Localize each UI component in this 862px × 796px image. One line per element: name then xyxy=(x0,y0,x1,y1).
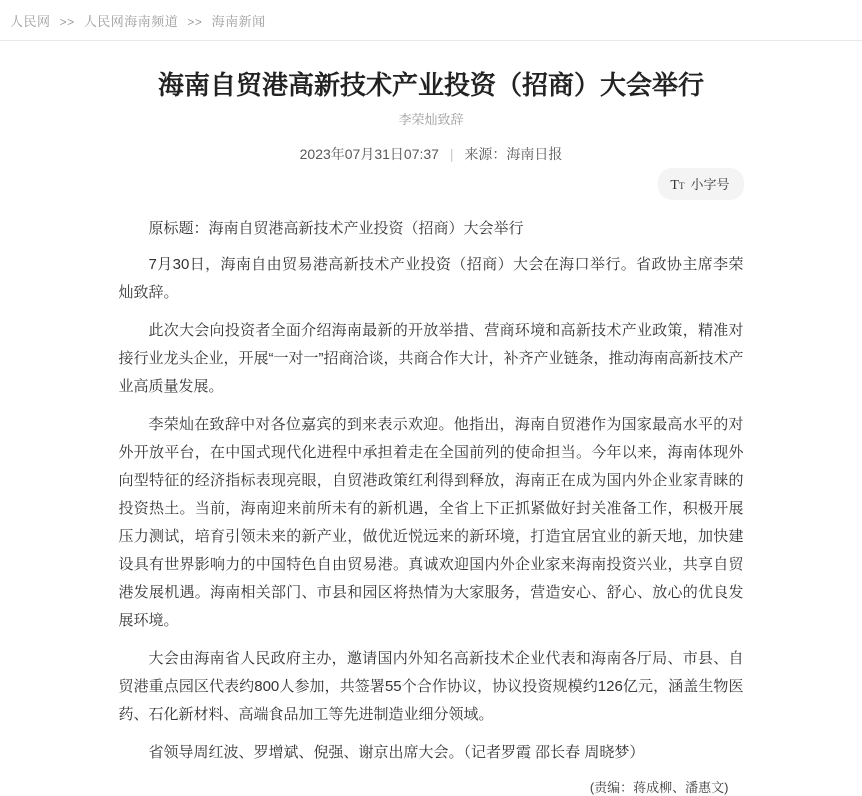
header-divider xyxy=(0,40,862,41)
breadcrumb-separator: >> xyxy=(59,15,75,29)
breadcrumb-link-hainan-channel[interactable]: 人民网海南频道 xyxy=(83,14,179,29)
article-body xyxy=(119,215,744,767)
source-link[interactable]: 海南日报 xyxy=(506,146,563,162)
font-size-button-label: 小字号 xyxy=(690,177,730,192)
font-size-button[interactable] xyxy=(658,168,743,200)
original-title-label: 原标题： xyxy=(148,220,209,237)
paragraph: 大会由海南省人民政府主办，邀请国内外知名高新技术企业代表和海南各厅局、市县、自贸港重点园区代表约800人参加，共签署55个合作协议，协议投资规模约126亿元，涵盖生物医药、石化新材料、高端食品加工等先进制造业细分领域。 xyxy=(118,650,744,723)
article-subtitle: 李荣灿致辞 xyxy=(398,112,464,127)
breadcrumb-link-peoples-daily[interactable]: 人民网 xyxy=(10,14,51,29)
breadcrumb xyxy=(0,0,862,40)
original-title-text: 海南自贸港高新技术产业投资（招商）大会举行 xyxy=(208,220,524,237)
paragraph: 李荣灿在致辞中对各位嘉宾的到来表示欢迎。他指出，海南自贸港作为国家最高水平的对外开放平台，在中国式现代化进程中承担着走在全国前列的使命担当。今年以来，海南体现外向型特征的经济指标表现亮眼，自贸港政策红利得到释放，海南正在成为国内外企业家青睐的投资热土。当前，海南迎来前所未有的新机遇，全省上下正抓紧做好封关准备工作，积极开展压力测试，培育引领未来的新产业，做优近悦远来的新环境，打造宜居宜业的新天地，加快建设具有世界影响力的中国特色自由贸易港。真诚欢迎国内外企业家来海南投资兴业，共享自贸港发展机遇。海南相关部门、市县和园区将热情为大家服务，营造安心、舒心、放心的优良发展环境。 xyxy=(118,416,744,629)
article xyxy=(119,67,744,796)
source-label: 来源： xyxy=(464,146,507,162)
editors-line: (责编：蒋成柳、潘惠文) xyxy=(589,780,729,795)
publish-date: 2023年07月31日07:37 xyxy=(299,146,439,162)
paragraph: 7月30日，海南自由贸易港高新技术产业投资（招商）大会在海口举行。省政协主席李荣灿致辞。 xyxy=(118,256,744,301)
paragraph: 此次大会向投资者全面介绍海南最新的开放举措、营商环境和高新技术产业政策，精准对接行业龙头企业，开展“一对一”招商洽谈，共商合作大计，补齐产业链条，推动海南高新技术产业高质量发展。 xyxy=(118,322,744,395)
meta-separator: | xyxy=(449,146,454,162)
original-title-line xyxy=(119,215,744,243)
article-toolbar xyxy=(119,168,744,200)
breadcrumb-link-hainan-news[interactable]: 海南新闻 xyxy=(211,14,266,29)
article-title: 海南自贸港高新技术产业投资（招商）大会举行 xyxy=(157,70,704,100)
breadcrumb-separator: >> xyxy=(187,15,203,29)
font-size-icon: TT xyxy=(670,178,685,193)
paragraph: 省领导周红波、罗增斌、倪强、谢京出席大会。（记者罗霞 邵长春 周晓梦） xyxy=(148,744,645,761)
article-meta xyxy=(119,145,744,163)
